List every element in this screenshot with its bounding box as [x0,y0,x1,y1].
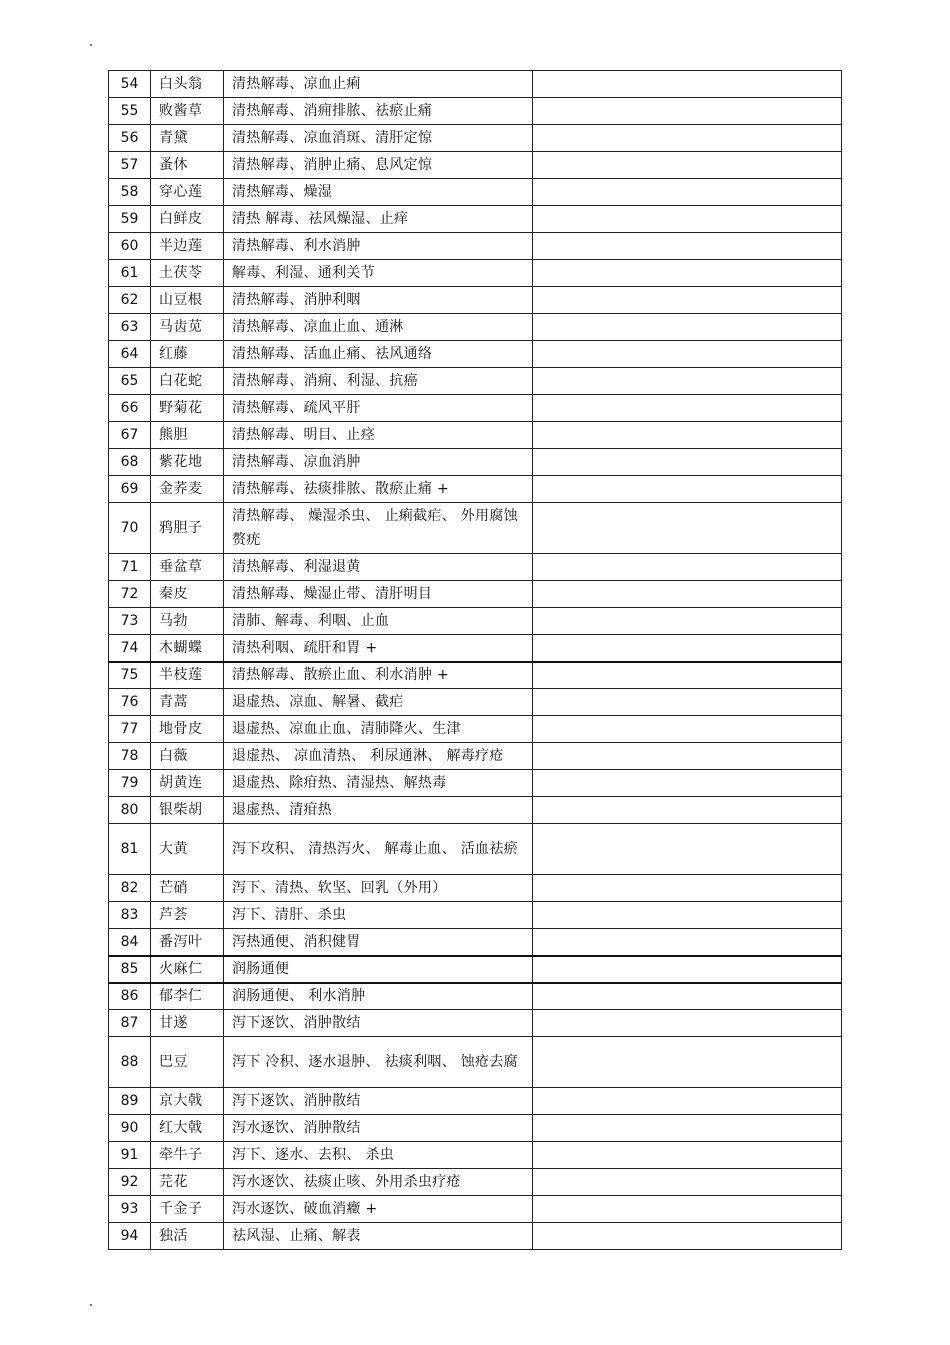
herb-effect: 泻水逐饮、祛痰止咳、外用杀虫疗疮 [224,1169,533,1196]
note-cell [533,1223,842,1250]
note-cell [533,983,842,1010]
row-number: 63 [109,314,151,341]
table-row [109,983,842,1010]
herb-effect: 清肺、解毒、利咽、止血 [224,608,533,635]
herb-effect: 解毒、利湿、通利关节 [224,260,533,287]
herb-name: 垂盆草 [151,554,224,581]
herb-effect: 清热解毒、疏风平肝 [224,395,533,422]
herb-effect: 清热解毒、凉血止痢 [224,71,533,98]
herb-effect: 清热 解毒、祛风燥湿、止痒 [224,206,533,233]
herb-effect: 润肠通便 [224,956,533,983]
herb-name: 芒硝 [151,875,224,902]
herb-name: 野菊花 [151,395,224,422]
note-cell [533,1010,842,1037]
row-number: 80 [109,797,151,824]
herb-name: 牵牛子 [151,1142,224,1169]
herb-name: 青蒿 [151,689,224,716]
row-number: 67 [109,422,151,449]
row-number: 58 [109,179,151,206]
note-cell [533,233,842,260]
row-number: 83 [109,902,151,929]
herb-effect: 泻下、清肝、杀虫 [224,902,533,929]
herb-effect: 清热解毒、利水消肿 [224,233,533,260]
note-cell [533,1169,842,1196]
herb-effect: 泻下 冷积、逐水退肿、 祛痰利咽、 蚀疮去腐 [224,1037,533,1088]
table-row [109,581,842,608]
herb-effect: 润肠通便、 利水消肿 [224,983,533,1010]
row-number: 66 [109,395,151,422]
herb-effect: 退虚热、清疳热 [224,797,533,824]
table-row [109,233,842,260]
row-number: 75 [109,662,151,689]
herb-name: 红大戟 [151,1115,224,1142]
note-cell [533,422,842,449]
note-cell [533,1142,842,1169]
herb-effect: 退虚热、除疳热、清湿热、解热毒 [224,770,533,797]
row-number: 55 [109,98,151,125]
herb-name: 芦荟 [151,902,224,929]
herb-effect: 祛风湿、止痛、解表 [224,1223,533,1250]
herb-name: 白薇 [151,743,224,770]
herb-name: 芫花 [151,1169,224,1196]
row-number: 69 [109,476,151,503]
note-cell [533,314,842,341]
table-row [109,260,842,287]
herb-effect: 泻下、清热、软坚、回乳（外用） [224,875,533,902]
row-number: 72 [109,581,151,608]
table-row [109,554,842,581]
herb-name: 甘遂 [151,1010,224,1037]
row-number: 59 [109,206,151,233]
table-row [109,341,842,368]
herb-name: 白头翁 [151,71,224,98]
note-cell [533,260,842,287]
herb-effect: 清热解毒、凉血消斑、清肝定惊 [224,125,533,152]
table-row [109,662,842,689]
table-row [109,314,842,341]
herb-name: 白鲜皮 [151,206,224,233]
herb-name: 败酱草 [151,98,224,125]
table-row [109,368,842,395]
table-row [109,1010,842,1037]
herb-name: 穿心莲 [151,179,224,206]
row-number: 78 [109,743,151,770]
table-row [109,125,842,152]
row-number: 62 [109,287,151,314]
table-row [109,152,842,179]
herb-effect: 清热解毒、利湿退黄 [224,554,533,581]
note-cell [533,71,842,98]
herb-name: 独活 [151,1223,224,1250]
herb-name: 秦皮 [151,581,224,608]
herb-name: 胡黄连 [151,770,224,797]
row-number: 91 [109,1142,151,1169]
note-cell [533,98,842,125]
table-row [109,1037,842,1088]
herb-effect: 泻水逐饮、破血消癥 + [224,1196,533,1223]
herb-name: 半边莲 [151,233,224,260]
herb-effect: 清热解毒、明目、止痉 [224,422,533,449]
note-cell [533,797,842,824]
row-number: 81 [109,824,151,875]
table-row [109,1196,842,1223]
herb-effect: 清热解毒、凉血止血、通淋 [224,314,533,341]
row-number: 76 [109,689,151,716]
table-row [109,98,842,125]
herb-effect: 退虚热、凉血止血、清肺降火、生津 [224,716,533,743]
row-number: 90 [109,1115,151,1142]
table-row [109,287,842,314]
table-row [109,1088,842,1115]
note-cell [533,476,842,503]
herb-name: 白花蛇 [151,368,224,395]
note-cell [533,743,842,770]
table-row [109,422,842,449]
note-cell [533,1088,842,1115]
herb-effect: 清热解毒、消肿止痛、息风定惊 [224,152,533,179]
table-row [109,476,842,503]
row-number: 74 [109,635,151,662]
table-row [109,449,842,476]
row-number: 92 [109,1169,151,1196]
table-row [109,770,842,797]
herb-effect: 清热解毒、燥湿 [224,179,533,206]
row-number: 65 [109,368,151,395]
herb-name: 山豆根 [151,287,224,314]
table-row [109,503,842,554]
table-row [109,608,842,635]
note-cell [533,152,842,179]
herb-effect: 泻水逐饮、消肿散结 [224,1115,533,1142]
note-cell [533,608,842,635]
note-cell [533,341,842,368]
note-cell [533,716,842,743]
row-number: 87 [109,1010,151,1037]
herb-name: 木蝴蝶 [151,635,224,662]
note-cell [533,770,842,797]
note-cell [533,662,842,689]
row-number: 77 [109,716,151,743]
herb-name: 巴豆 [151,1037,224,1088]
herb-effect: 泻下攻积、 清热泻火、 解毒止血、 活血祛瘀 [224,824,533,875]
row-number: 54 [109,71,151,98]
table-row [109,71,842,98]
herb-name: 熊胆 [151,422,224,449]
herb-name: 千金子 [151,1196,224,1223]
row-number: 93 [109,1196,151,1223]
row-number: 79 [109,770,151,797]
table-row [109,1169,842,1196]
table-row [109,743,842,770]
note-cell [533,902,842,929]
row-number: 60 [109,233,151,260]
row-number: 88 [109,1037,151,1088]
row-number: 82 [109,875,151,902]
page-dot-top [90,44,92,46]
table-row [109,206,842,233]
row-number: 61 [109,260,151,287]
herb-effect: 清热解毒、散瘀止血、利水消肿 + [224,662,533,689]
note-cell [533,287,842,314]
herb-name: 地骨皮 [151,716,224,743]
herb-name: 京大戟 [151,1088,224,1115]
note-cell [533,368,842,395]
herb-name: 金荞麦 [151,476,224,503]
page-dot-bottom [90,1304,92,1306]
herb-table [108,70,842,1250]
herb-name: 紫花地 [151,449,224,476]
table-row [109,956,842,983]
note-cell [533,449,842,476]
note-cell [533,1196,842,1223]
herb-name: 郁李仁 [151,983,224,1010]
table-row [109,716,842,743]
herb-name: 火麻仁 [151,956,224,983]
row-number: 85 [109,956,151,983]
note-cell [533,125,842,152]
herb-name: 马齿苋 [151,314,224,341]
herb-name: 土茯苓 [151,260,224,287]
row-number: 68 [109,449,151,476]
table-row [109,1142,842,1169]
herb-effect: 清热解毒、 燥湿杀虫、 止痢截疟、 外用腐蚀赘疣 [224,503,533,554]
note-cell [533,503,842,554]
row-number: 86 [109,983,151,1010]
herb-effect: 退虚热、凉血、解暑、截疟 [224,689,533,716]
row-number: 56 [109,125,151,152]
table-row [109,929,842,956]
table-row [109,689,842,716]
herb-name: 蚤休 [151,152,224,179]
herb-effect: 清热解毒、消痈排脓、祛瘀止痛 [224,98,533,125]
note-cell [533,824,842,875]
table-row [109,902,842,929]
row-number: 73 [109,608,151,635]
herb-effect: 清热解毒、消肿利咽 [224,287,533,314]
row-number: 71 [109,554,151,581]
table-row [109,395,842,422]
herb-effect: 退虚热、 凉血清热、 利尿通淋、 解毒疗疮 [224,743,533,770]
note-cell [533,206,842,233]
note-cell [533,635,842,662]
herb-effect: 清热解毒、消痈、利湿、抗癌 [224,368,533,395]
table-row [109,179,842,206]
herb-effect: 清热利咽、疏肝和胃 + [224,635,533,662]
herb-name: 鸦胆子 [151,503,224,554]
herb-effect: 清热解毒、燥湿止带、清肝明目 [224,581,533,608]
herb-effect: 泻热通便、消积健胃 [224,929,533,956]
note-cell [533,395,842,422]
table-row [109,797,842,824]
note-cell [533,875,842,902]
note-cell [533,179,842,206]
note-cell [533,689,842,716]
herb-name: 番泻叶 [151,929,224,956]
herb-name: 马勃 [151,608,224,635]
table-row [109,824,842,875]
herb-effect: 清热解毒、祛痰排脓、散瘀止痛 + [224,476,533,503]
row-number: 64 [109,341,151,368]
note-cell [533,581,842,608]
table-row [109,875,842,902]
row-number: 70 [109,503,151,554]
herb-name: 青黛 [151,125,224,152]
herb-name: 半枝莲 [151,662,224,689]
herb-effect: 泻下逐饮、消肿散结 [224,1010,533,1037]
row-number: 94 [109,1223,151,1250]
row-number: 57 [109,152,151,179]
table-row [109,635,842,662]
row-number: 89 [109,1088,151,1115]
note-cell [533,1115,842,1142]
herb-name: 大黄 [151,824,224,875]
herb-name: 红藤 [151,341,224,368]
herb-effect: 清热解毒、活血止痛、祛风通络 [224,341,533,368]
note-cell [533,554,842,581]
table-row [109,1223,842,1250]
note-cell [533,956,842,983]
herb-effect: 泻下逐饮、消肿散结 [224,1088,533,1115]
table-row [109,1115,842,1142]
herb-effect: 清热解毒、凉血消肿 [224,449,533,476]
herb-effect: 泻下、逐水、去积、 杀虫 [224,1142,533,1169]
note-cell [533,929,842,956]
herb-name: 银柴胡 [151,797,224,824]
note-cell [533,1037,842,1088]
row-number: 84 [109,929,151,956]
